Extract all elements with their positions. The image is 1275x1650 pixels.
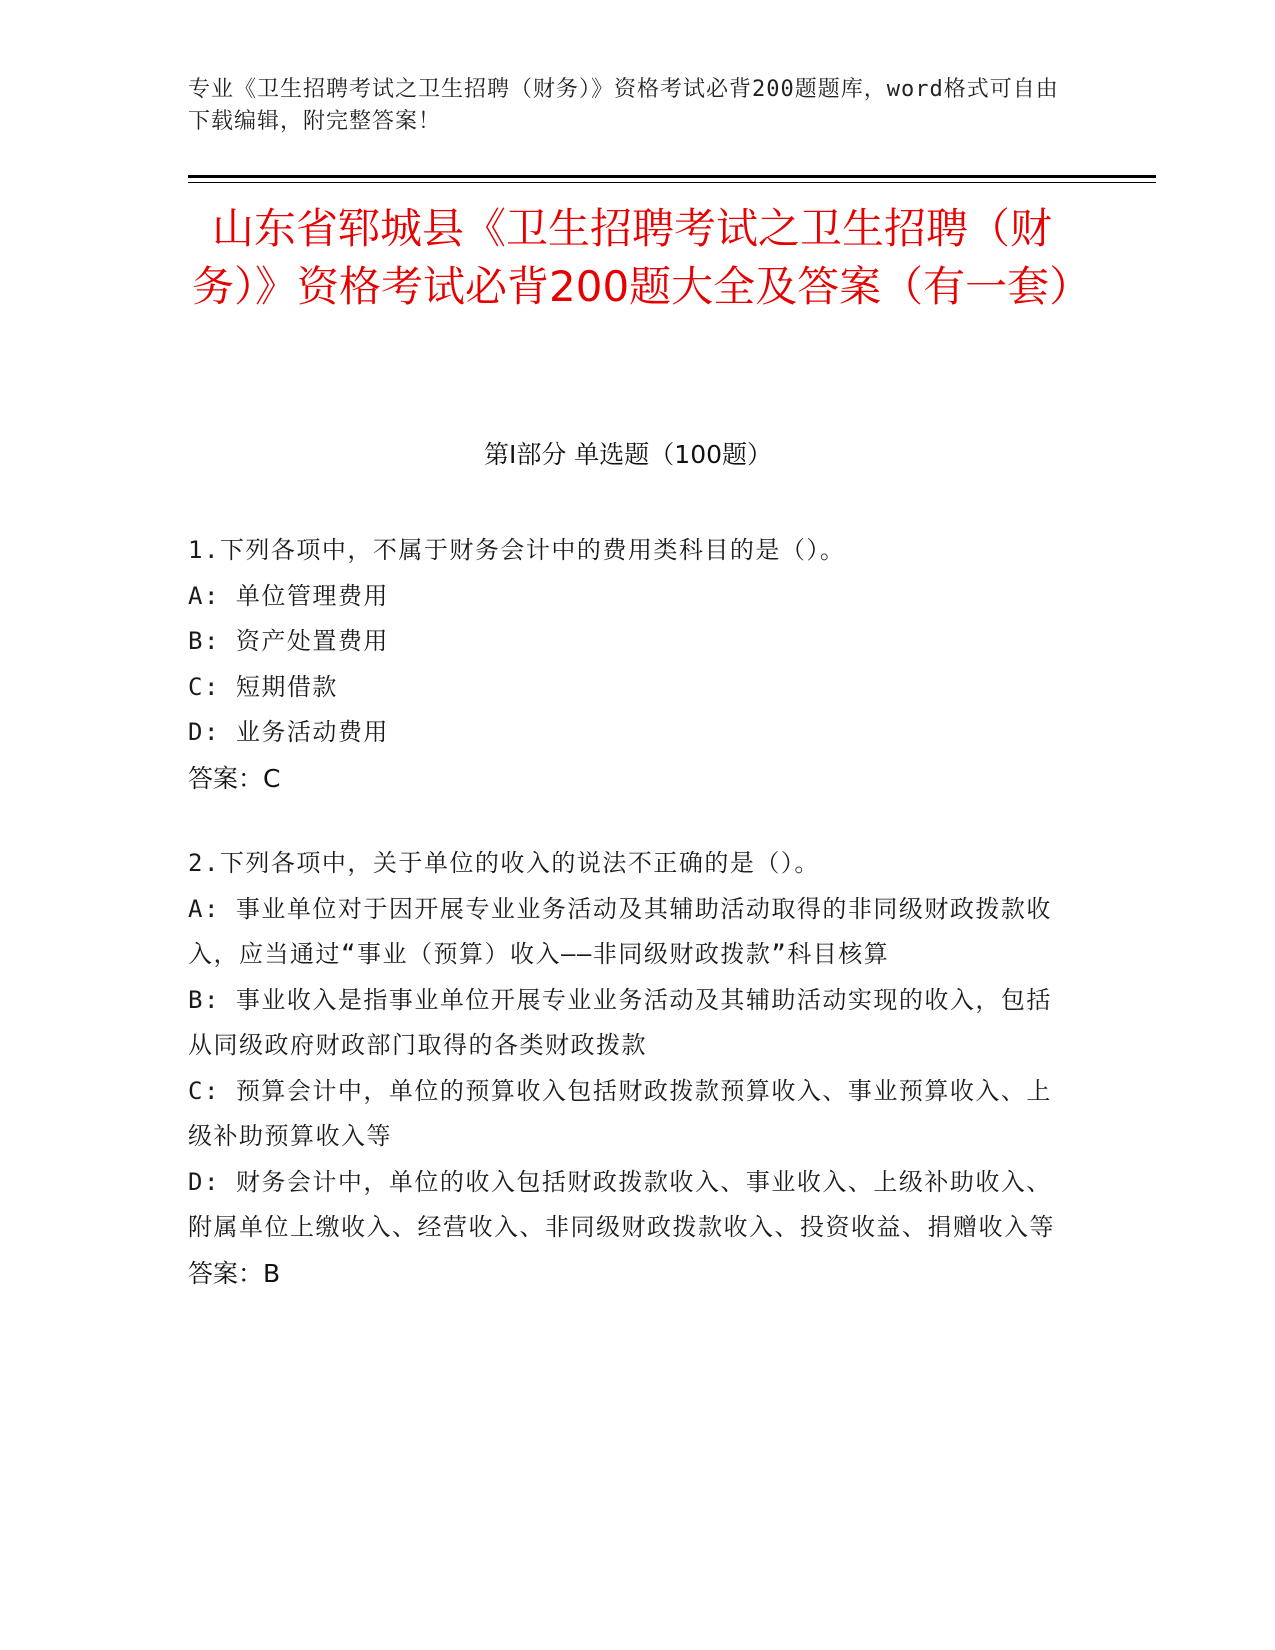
document-title: 山东省郓城县《卫生招聘考试之卫生招聘（财务）》资格考试必背200题大全及答案（有一套） <box>192 204 1092 311</box>
question-stem: 1.下列各项中，不属于财务会计中的费用类科目的是（）。 <box>188 536 846 564</box>
option-b: B: 资产处置费用 <box>188 627 389 655</box>
answer-line: 答案：B <box>188 1258 281 1288</box>
option-b: B: 事业收入是指事业单位开展专业业务活动及其辅助活动实现的收入，包括从同级政府财政部门取得的各类财政拨款 <box>188 985 1052 1059</box>
question-item <box>188 841 1068 1296</box>
question-list <box>188 528 1068 1336</box>
question-item <box>188 528 1068 801</box>
question-stem: 2.下列各项中，关于单位的收入的说法不正确的是（）。 <box>188 849 820 877</box>
section-heading: 第I部分 单选题（100题） <box>483 440 773 469</box>
option-a: A: 事业单位对于因开展专业业务活动及其辅助活动取得的非同级财政拨款收入，应当通过“事业（预算）收入——非同级财政拨款”科目核算 <box>188 894 1052 968</box>
header-note: 专业《卫生招聘考试之卫生招聘（财务）》资格考试必背200题题库，word格式可自由下载编辑，附完整答案！ <box>188 77 1059 134</box>
header-divider-thick <box>188 175 1156 178</box>
option-c: C: 预算会计中，单位的预算收入包括财政拨款预算收入、事业预算收入、上级补助预算收入等 <box>188 1076 1052 1150</box>
option-a: A: 单位管理费用 <box>188 581 389 610</box>
answer-line: 答案：C <box>188 763 281 793</box>
option-d: D: 财务会计中，单位的收入包括财政拨款收入、事业收入、上级补助收入、附属单位上缴收入、经营收入、非同级财政拨款收入、投资收益、捐赠收入等 <box>188 1167 1055 1241</box>
option-d: D: 业务活动费用 <box>188 718 389 746</box>
header-divider-thin <box>188 182 1156 183</box>
option-c: C: 短期借款 <box>188 672 338 701</box>
